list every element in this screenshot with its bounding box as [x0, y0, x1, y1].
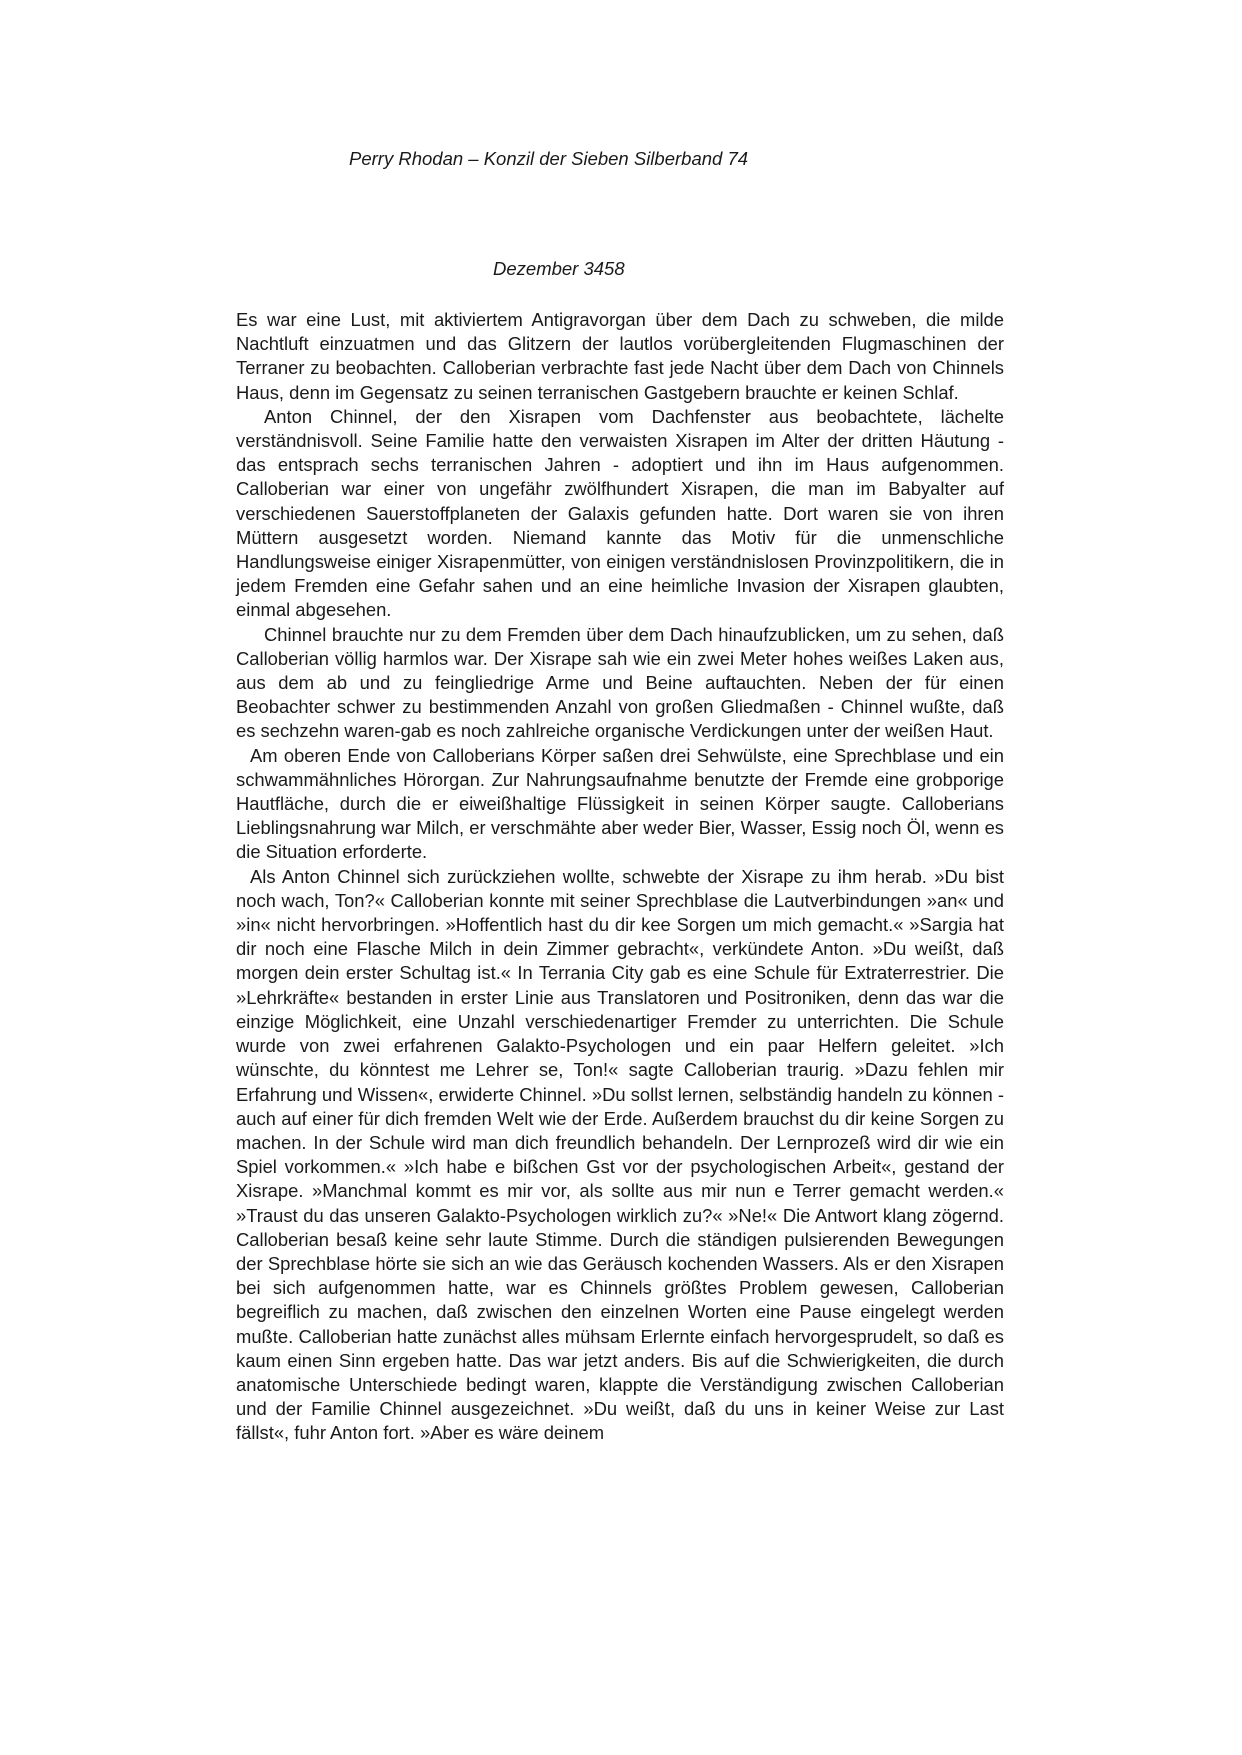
- paragraph: Chinnel brauchte nur zu dem Fremden über dem Dach hinaufzublicken, um zu sehen, daß Calloberian völlig harmlos war. Der Xisrape sah wie ein zwei Meter hohes weißes Laken aus, aus dem ab und zu feingliedrige Arme und Beine auftauchten. Neben der für einen Beobachter schwer zu bestimmenden Anzahl von großen Gliedmaßen - Chinnel wußte, daß es sechzehn waren-gab es noch zahlreiche organische Verdickungen unter der weißen Haut.: [236, 623, 1004, 742]
- paragraph: Anton Chinnel, der den Xisrapen vom Dachfenster aus beobachtete, lächelte verständnisvoll. Seine Familie hatte den verwaisten Xisrapen im Alter der dritten Häutung - das entsprach sechs terranischen Jahren - adoptiert und ihn im Haus aufgenommen. Calloberian war einer von ungefähr zwölfhundert Xisrapen, die man im Babyalter auf verschiedenen Sauerstoffplaneten der Galaxis gefunden hatte. Dort waren sie von ihren Müttern ausgesetzt worden. Niemand kannte das Motiv für die unmenschliche Handlungsweise einiger Xisrapenmütter, von einigen verständnislosen Provinzpolitikern, die in jedem Fremden eine Gefahr sahen und an eine heimliche Invasion der Xisrapen glaubten, einmal abgesehen.: [236, 405, 1004, 621]
- running-header: Perry Rhodan – Konzil der Sieben Silberband 74: [349, 148, 749, 169]
- paragraph: Es war eine Lust, mit aktiviertem Antigravorgan über dem Dach zu schweben, die milde Nachtluft einzuatmen und das Glitzern der lautlos vorübergleitenden Flugmaschinen der Terraner zu beobachten. Calloberian verbrachte fast jede Nacht über dem Dach von Chinnels Haus, denn im Gegensatz zu seinen terranischen Gastgebern brauchte er keinen Schlaf.: [236, 309, 1004, 403]
- paragraph: Als Anton Chinnel sich zurückziehen wollte, schwebte der Xisrape zu ihm herab. »Du bist noch wach, Ton?« Calloberian konnte mit seiner Sprechblase die Lautverbindungen »an« und »in« nicht hervorbringen. »Hoffentlich hast du dir kee Sorgen um mich gemacht.« »Sargia hat dir noch eine Flasche Milch in dein Zimmer gebracht«, verkündete Anton. »Du weißt, daß morgen dein erster Schultag ist.« In Terrania City gab es eine Schule für Extraterrestrier. Die »Lehrkräfte« bestanden in erster Linie aus Translatoren und Positroniken, denn das war die einzige Möglichkeit, eine Unzahl verschiedenartiger Fremder zu unterrichten. Die Schule wurde von zwei erfahrenen Galakto-Psychologen und ein paar Helfern geleitet. »Ich wünschte, du könntest me Lehrer se, Ton!« sagte Calloberian traurig. »Dazu fehlen mir Erfahrung und Wissen«, erwiderte Chinnel. »Du sollst lernen, selbständig handeln zu können - auch auf einer für dich fremden Welt wie der Erde. Außerdem brauchst du dir keine Sorgen zu machen. In der Schule wird man dich freundlich behandeln. Der Lernprozeß wird dir wie ein Spiel vorkommen.« »Ich habe e bißchen Gst vor der psychologischen Arbeit«, gestand der Xisrape. »Manchmal kommt es mir vor, als sollte aus mir nun e Terrer gemacht werden.« »Traust du das unseren Galakto-Psychologen wirklich zu?« »Ne!« Die Antwort klang zögernd. Calloberian besaß keine sehr laute Stimme. Durch die ständigen pulsierenden Bewegungen der Sprechblase hörte sie sich an wie das Geräusch kochenden Wassers. Als er den Xisrapen bei sich aufgenommen hatte, war es Chinnels größtes Problem gewesen, Calloberian begreiflich zu machen, daß zwischen den einzelnen Worten eine Pause eingelegt werden mußte. Calloberian hatte zunächst alles mühsam Erlernte einfach hervorgesprudelt, so daß es kaum einen Sinn ergeben hatte. Das war jetzt anders. Bis auf die Schwierigkeiten, die durch anatomische Unterschiede bedingt waren, klappte die Verständigung zwischen Calloberian und der Familie Chinnel ausgezeichnet. »Du weißt, daß du uns in keiner Weise zur Last fällst«, fuhr Anton fort. »Aber es wäre deinem: [236, 865, 1004, 1444]
- chapter-title: Dezember 3458: [493, 258, 625, 279]
- paragraph: Am oberen Ende von Calloberians Körper saßen drei Sehwülste, eine Sprechblase und ein schwammähnliches Hörorgan. Zur Nahrungsaufnahme benutzte der Fremde eine grobporige Hautfläche, durch die er eiweißhaltige Flüssigkeit in seinen Körper saugte. Calloberians Lieblingsnahrung war Milch, er verschmähte aber weder Bier, Wasser, Essig noch Öl, wenn es die Situation erforderte.: [236, 744, 1004, 863]
- body-text: [236, 308, 1004, 1446]
